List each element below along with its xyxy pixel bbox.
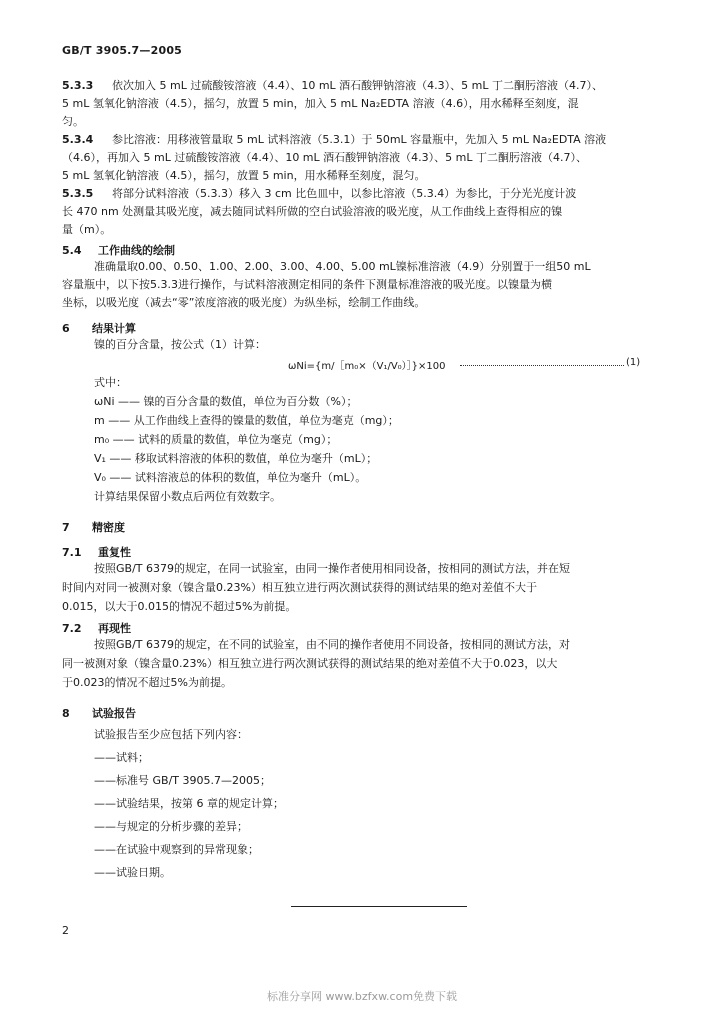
section-number: 5.3.4 — [62, 133, 94, 146]
formula-intro: 镍的百分含量，按公式（1）计算： — [94, 338, 266, 351]
end-of-document-rule — [291, 906, 467, 907]
heading-5-4 — [62, 242, 175, 258]
heading-6 — [62, 320, 136, 336]
section-number: 8 — [62, 707, 70, 720]
definition-m0: m₀ —— 试料的质量的数值，单位为毫克（mg）； — [94, 433, 338, 446]
report-item: ——在试验中观察到的异常现象； — [94, 843, 259, 856]
para-7-2-line2: 同一被测对象（镍含量0.23%）相互独立进行两次测试获得的测试结果的绝对差值不大于0.023，以大 — [62, 657, 558, 670]
section-title: 试验报告 — [92, 707, 136, 720]
section-number: 6 — [62, 322, 70, 335]
heading-8 — [62, 705, 136, 721]
para-5-4-line1: 准确量取0.00、0.50、1.00、2.00、3.00、4.00、5.00 mL镍标准溶液（4.9）分别置于一组50 mL — [94, 260, 591, 273]
para-7-1-line1: 按照GB/T 6379的规定，在同一试验室，由同一操作者使用相同设备，按相同的测试方法，并在短 — [94, 562, 570, 575]
report-item: ——试料； — [94, 751, 149, 764]
para-7-1-line2: 时间内对同一被测对象（镍含量0.23%）相互独立进行两次测试获得的测试结果的绝对差值不大于 — [62, 581, 537, 594]
para-5-3-3-line3: 匀。 — [62, 115, 84, 128]
section-number: 5.3.5 — [62, 187, 94, 200]
para-5-4-line2: 容量瓶中，以下按5.3.3进行操作，与试料溶液测定相同的条件下测量标准溶液的吸光度。以镍量为横 — [62, 278, 552, 291]
para-7-1-line3: 0.015，以大于0.015的情况不超过5%为前提。 — [62, 600, 297, 613]
result-note: 计算结果保留小数点后两位有效数字。 — [94, 490, 281, 503]
para-5-3-4-line1: 5.3.4 参比溶液：用移液管量取 5 mL 试料溶液（5.3.1）于 50mL 容量瓶中，先加入 5 mL Na₂EDTA 溶液 — [62, 133, 607, 146]
report-item: ——与规定的分析步骤的差异； — [94, 820, 248, 833]
section-title: 结果计算 — [92, 322, 136, 335]
para-7-2-line3: 于0.023的情况不超过5%为前提。 — [62, 676, 232, 689]
section-title: 再现性 — [98, 622, 131, 635]
section-number: 7.1 — [62, 546, 82, 559]
heading-7-2 — [62, 620, 131, 636]
para-5-3-3-line2: 5 mL 氢氧化钠溶液（4.5），摇匀，放置 5 min，加入 5 mL Na₂EDTA 溶液（4.6），用水稀释至刻度，混 — [62, 97, 579, 110]
para-5-4-line3: 坐标，以吸光度（减去“零”浓度溶液的吸光度）为纵坐标，绘制工作曲线。 — [62, 296, 426, 309]
definition-m: m —— 从工作曲线上查得的镍量的数值，单位为毫克（mg）； — [94, 414, 399, 427]
definition-v1: V₁ —— 移取试料溶液的体积的数值，单位为毫升（mL）； — [94, 452, 378, 465]
page-number: 2 — [62, 924, 69, 937]
formula-leader-dots — [460, 358, 624, 366]
para-5-3-4-line3: 5 mL 氢氧化钠溶液（4.5），摇匀，放置 5 min，用水稀释至刻度，混匀。 — [62, 169, 426, 182]
heading-7-1 — [62, 544, 131, 560]
section-number: 5.4 — [62, 244, 82, 257]
para-5-3-5-line2: 长 470 nm 处测量其吸光度，减去随同试料所做的空白试验溶液的吸光度，从工作曲线上查得相应的镍 — [62, 205, 563, 218]
section-number: 7.2 — [62, 622, 82, 635]
formula-1: ωNi={m/［m₀×（V₁/V₀）］}×100 — [288, 361, 446, 372]
section-number: 7 — [62, 521, 70, 534]
heading-7 — [62, 519, 125, 535]
para-5-3-5-line3: 量（m）。 — [62, 223, 112, 236]
report-item: ——试验结果，按第 6 章的规定计算； — [94, 797, 284, 810]
section-title: 精密度 — [92, 521, 125, 534]
where-label: 式中： — [94, 376, 127, 389]
para-5-3-5-line1: 5.3.5 将部分试料溶液（5.3.3）移入 3 cm 比色皿中，以参比溶液（5.3.4）为参比，于分光光度计波 — [62, 187, 577, 200]
report-intro: 试验报告至少应包括下列内容： — [94, 728, 248, 741]
report-item: ——标准号 GB/T 3905.7—2005； — [94, 774, 271, 787]
para-5-3-4-line2: （4.6），再加入 5 mL 过硫酸铵溶液（4.4）、10 mL 酒石酸钾钠溶液（4.3）、5 mL 丁二酮肟溶液（4.7）、 — [62, 151, 587, 164]
formula-number: (1) — [626, 357, 641, 368]
watermark-footer: 标准分享网 www.bzfxw.com免费下载 — [266, 990, 458, 1003]
section-number: 5.3.3 — [62, 79, 94, 92]
definition-wni: ωNi —— 镍的百分含量的数值，单位为百分数（%）； — [94, 395, 358, 408]
definition-v0: V₀ —— 试料溶液总的体积的数值，单位为毫升（mL）。 — [94, 471, 367, 484]
report-item: ——试验日期。 — [94, 866, 171, 879]
standard-code-header: GB/T 3905.7—2005 — [62, 44, 183, 57]
para-5-3-3-line1: 5.3.3 依次加入 5 mL 过硫酸铵溶液（4.4）、10 mL 酒石酸钾钠溶液（4.3）、5 mL 丁二酮肟溶液（4.7）、 — [62, 79, 603, 92]
para-7-2-line1: 按照GB/T 6379的规定，在不同的试验室，由不同的操作者使用不同设备，按相同的测试方法，对 — [94, 638, 570, 651]
section-title: 工作曲线的绘制 — [98, 244, 175, 257]
section-title: 重复性 — [98, 546, 131, 559]
